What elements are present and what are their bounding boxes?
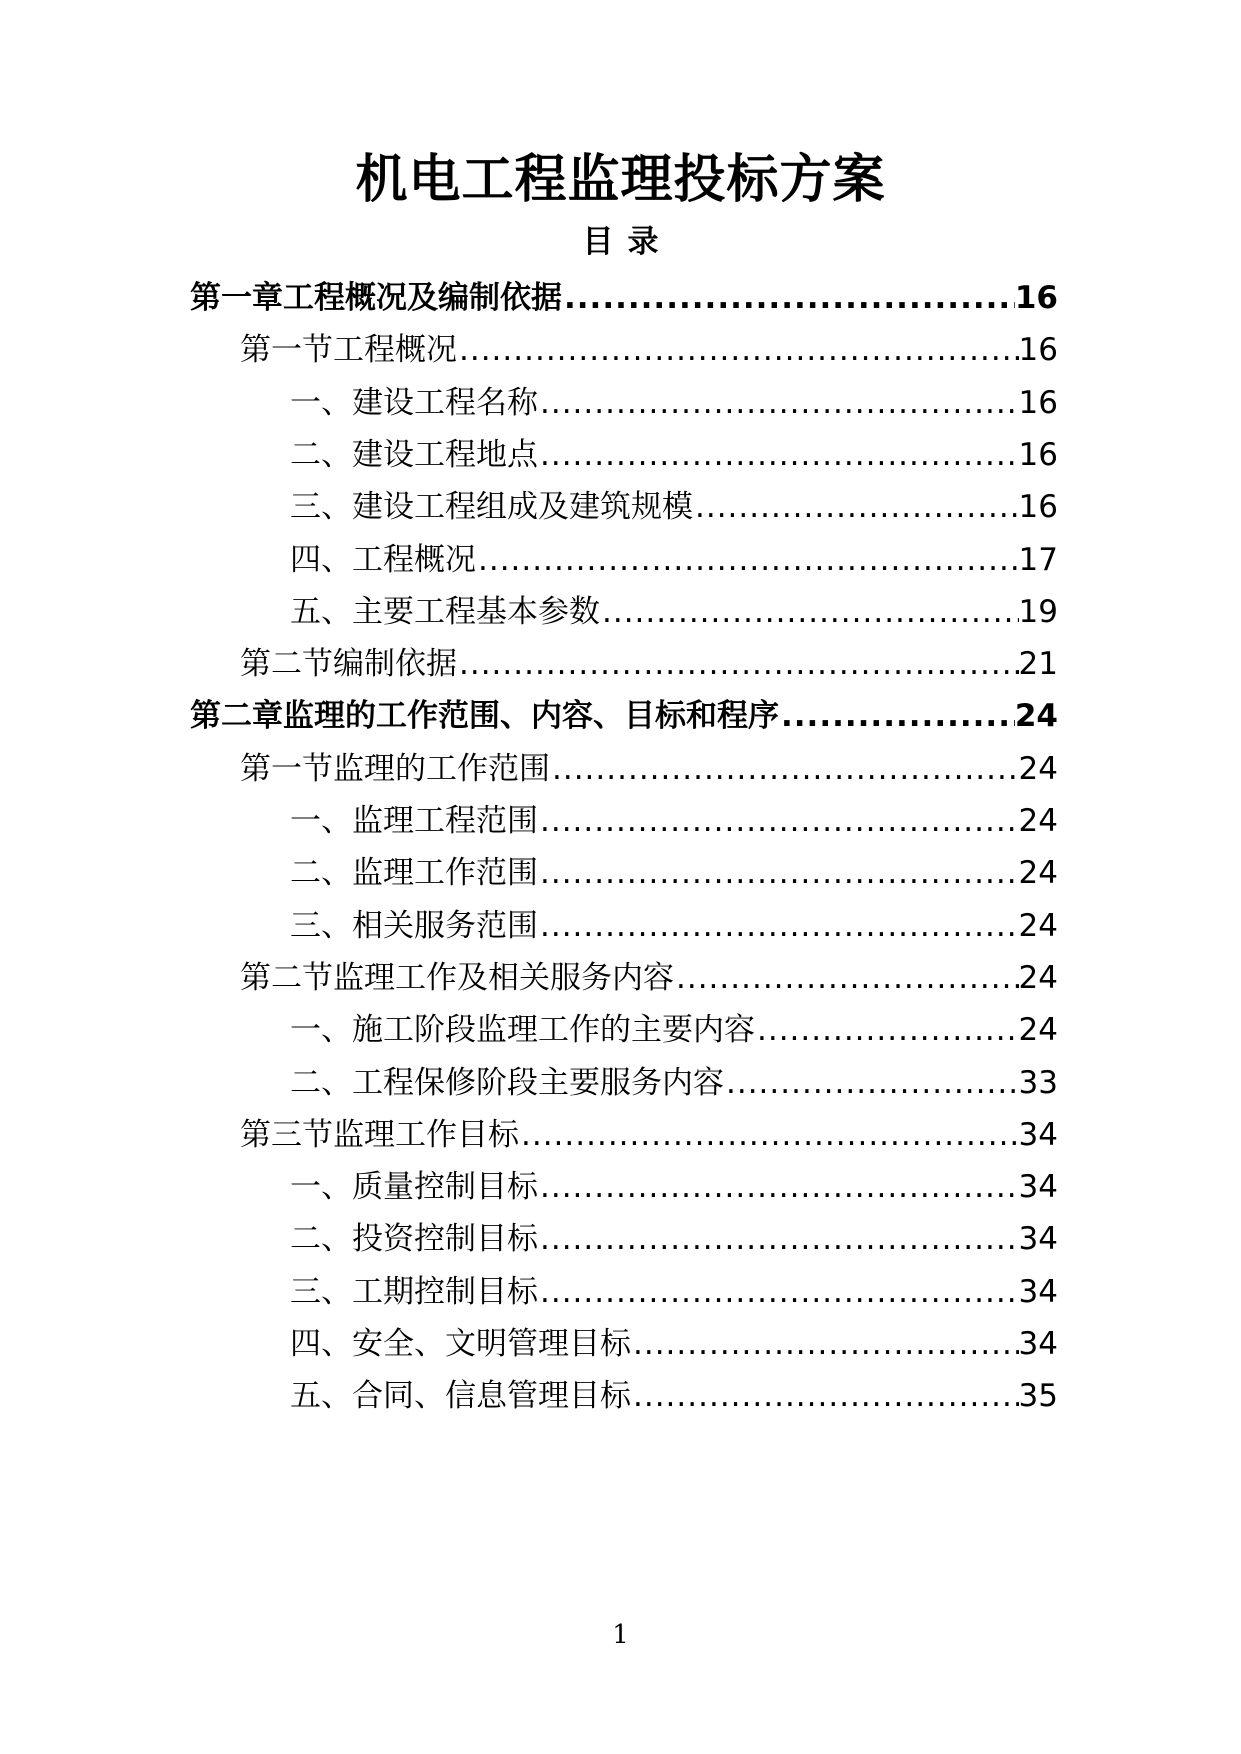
toc-entry-number: 五、 — [290, 593, 352, 630]
toc-entry[interactable] — [290, 1167, 1058, 1207]
toc-entry-label: 安全、文明管理目标 — [352, 1326, 631, 1362]
toc-entry-label: 建设工程组成及建筑规模 — [352, 489, 693, 526]
toc-dot-leader — [538, 383, 1019, 423]
toc-entry[interactable] — [290, 435, 1058, 475]
toc-entry[interactable] — [290, 1010, 1058, 1050]
toc-entry-label: 工程保修阶段主要服务内容 — [352, 1064, 724, 1101]
toc-entry-number: 一、 — [290, 803, 352, 839]
toc-entry-number: 一、 — [290, 1169, 352, 1206]
toc-entry-number: 三、 — [290, 489, 352, 526]
toc-entry-page: 34 — [1018, 1326, 1058, 1362]
toc-entry-number: 二、 — [290, 1221, 352, 1258]
toc-entry-label: 监理工作目标 — [333, 1116, 519, 1153]
toc-dot-leader — [631, 1376, 1019, 1416]
toc-dot-leader — [457, 644, 1019, 684]
toc-entry-label: 质量控制目标 — [352, 1169, 538, 1206]
toc-entry-label: 工程概况 — [352, 541, 476, 578]
toc-dot-leader — [538, 906, 1019, 946]
toc-entry-label: 施工阶段监理工作的主要内容 — [352, 1012, 755, 1049]
toc-entry[interactable] — [190, 278, 1058, 318]
toc-dot-leader — [724, 1063, 1019, 1103]
toc-dot-leader — [538, 435, 1019, 475]
toc-entry-label: 工程概况及编制依据 — [283, 280, 562, 316]
toc-heading — [0, 222, 1241, 262]
toc-entry-page: 16 — [1014, 280, 1058, 316]
toc-entry-number: 第二节 — [240, 959, 333, 996]
toc-entry-number: 第一章 — [190, 280, 283, 316]
toc-dot-leader — [519, 1115, 1019, 1155]
toc-entry-page: 24 — [1018, 750, 1058, 787]
toc-dot-leader — [779, 696, 1015, 736]
toc-entry-label: 监理工作及相关服务内容 — [333, 959, 674, 996]
toc-entry-page: 16 — [1018, 436, 1058, 473]
toc-dot-leader — [538, 1167, 1019, 1207]
toc-entry[interactable] — [290, 1272, 1058, 1312]
toc-entry-number: 二、 — [290, 1064, 352, 1101]
toc-dot-leader — [538, 853, 1019, 893]
toc-entry-label: 监理工程范围 — [352, 803, 538, 839]
toc-entry-label: 监理的工作范围 — [333, 750, 550, 787]
toc-entry-label: 监理工作范围 — [352, 855, 538, 892]
toc-entry-number: 第二节 — [240, 646, 333, 683]
toc-dot-leader — [476, 540, 1019, 580]
toc-dot-leader — [538, 1219, 1019, 1259]
toc-entry-page: 34 — [1018, 1169, 1058, 1206]
toc-entry-page: 33 — [1018, 1064, 1058, 1101]
toc-entry-page: 34 — [1018, 1273, 1058, 1310]
toc-entry[interactable] — [290, 1324, 1058, 1364]
toc-dot-leader — [674, 958, 1019, 998]
toc-entry-page: 35 — [1018, 1378, 1058, 1415]
toc-entry-number: 三、 — [290, 907, 352, 944]
toc-entry-page: 34 — [1018, 1221, 1058, 1258]
toc-entry-page: 24 — [1018, 803, 1058, 839]
toc-entry[interactable] — [290, 1219, 1058, 1259]
toc-entry-number: 二、 — [290, 436, 352, 473]
toc-entry-label: 监理的工作范围、内容、目标和程序 — [283, 698, 779, 735]
toc-entry-page: 34 — [1018, 1116, 1058, 1153]
toc-entry-page: 24 — [1014, 698, 1058, 735]
toc-entry-page: 16 — [1018, 384, 1058, 421]
toc-entry[interactable] — [290, 383, 1058, 423]
toc-entry-label: 主要工程基本参数 — [352, 593, 600, 630]
toc-entry-label: 建设工程地点 — [352, 436, 538, 473]
toc-dot-leader — [562, 278, 1015, 318]
toc-entry-page: 16 — [1018, 332, 1058, 369]
toc-entry-number: 第二章 — [190, 698, 283, 735]
toc-entry-number: 第一节 — [240, 750, 333, 787]
toc-entry-label: 投资控制目标 — [352, 1221, 538, 1258]
toc-entry[interactable] — [240, 644, 1058, 684]
toc-entry[interactable] — [240, 330, 1058, 370]
toc-entry-number: 一、 — [290, 384, 352, 421]
toc-entry[interactable] — [290, 592, 1058, 632]
toc-heading-char-2: 录 — [627, 224, 659, 260]
toc-entry[interactable] — [290, 1063, 1058, 1103]
page-number: 1 — [612, 1620, 629, 1650]
toc-entry-page: 24 — [1018, 907, 1058, 944]
toc-entry-number: 四、 — [290, 1326, 352, 1362]
toc-dot-leader — [538, 1272, 1019, 1312]
toc-entry-number: 一、 — [290, 1012, 352, 1049]
toc-entry-page: 21 — [1018, 646, 1058, 683]
toc-entry-label: 相关服务范围 — [352, 907, 538, 944]
toc-entry-number: 三、 — [290, 1273, 352, 1310]
toc-heading-char-1: 目 — [582, 224, 614, 260]
toc-entry[interactable] — [290, 906, 1058, 946]
toc-entry-page: 24 — [1018, 959, 1058, 996]
toc-entry-page: 24 — [1018, 1012, 1058, 1049]
toc-dot-leader — [755, 1010, 1019, 1050]
toc-entry-label: 建设工程名称 — [352, 384, 538, 421]
toc-dot-leader — [550, 749, 1019, 789]
toc-entry[interactable] — [290, 853, 1058, 893]
toc-dot-leader — [538, 801, 1019, 841]
toc-entry[interactable] — [240, 749, 1058, 789]
toc-entry-number: 五、 — [290, 1378, 352, 1415]
toc-entry-page: 24 — [1018, 855, 1058, 892]
toc-entry-number: 二、 — [290, 855, 352, 892]
toc-entry-number: 第一节 — [240, 332, 333, 369]
toc-entry-label: 编制依据 — [333, 646, 457, 683]
toc-entry-number: 第三节 — [240, 1116, 333, 1153]
toc-entry[interactable] — [290, 1376, 1058, 1416]
toc-dot-leader — [600, 592, 1019, 632]
toc-entry[interactable] — [290, 487, 1058, 527]
toc-entry-label: 合同、信息管理目标 — [352, 1378, 631, 1415]
toc-entry[interactable] — [290, 540, 1058, 580]
toc-dot-leader — [693, 487, 1019, 527]
toc-dot-leader — [457, 330, 1019, 370]
toc-entry-label: 工程概况 — [333, 332, 457, 369]
toc-entry-number: 四、 — [290, 541, 352, 578]
toc-entry[interactable] — [190, 696, 1058, 736]
toc-entry[interactable] — [290, 801, 1058, 841]
toc-entry-page: 19 — [1018, 593, 1058, 630]
toc-dot-leader — [631, 1324, 1019, 1364]
document-title: 机电工程监理投标方案 — [355, 150, 886, 210]
toc-entry[interactable] — [240, 958, 1058, 998]
toc-entry-page: 17 — [1018, 541, 1058, 578]
toc-entry-page: 16 — [1018, 489, 1058, 526]
toc-entry-label: 工期控制目标 — [352, 1273, 538, 1310]
toc-entry[interactable] — [240, 1115, 1058, 1155]
